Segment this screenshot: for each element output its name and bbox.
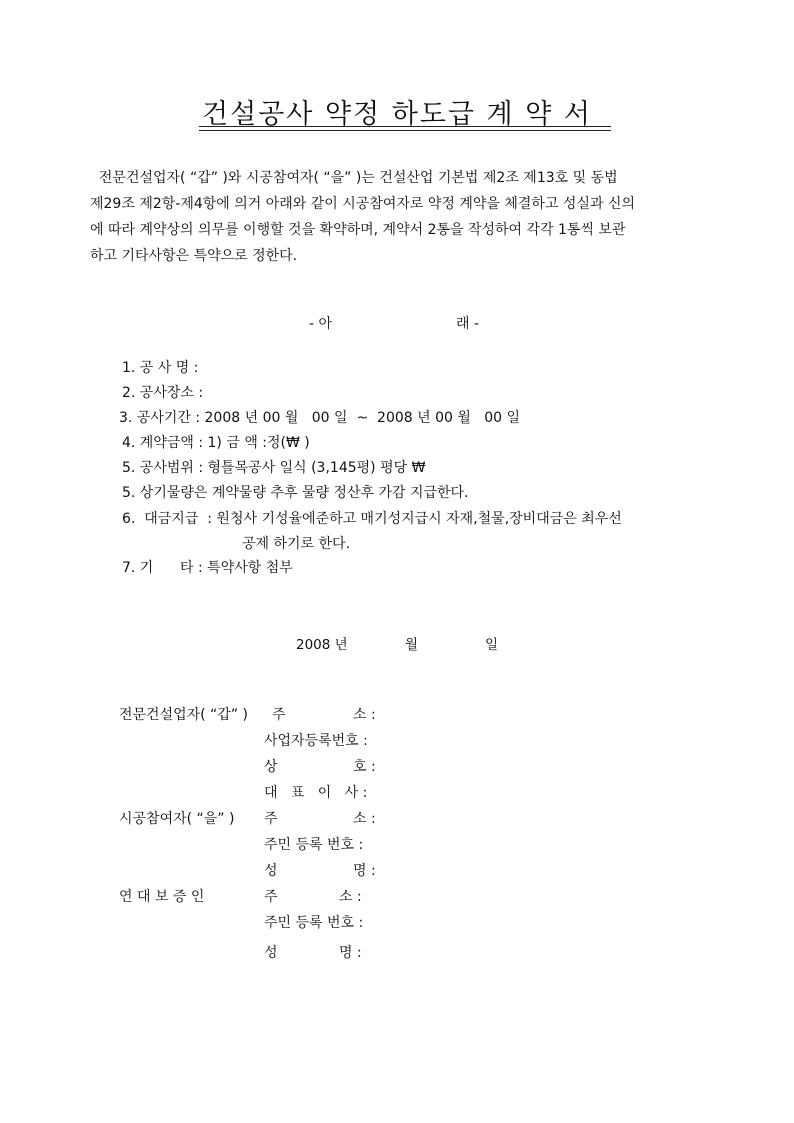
item-project-name: 1. 공 사 명 : [122,360,199,376]
item-work-scope: 5. 공사범위 : 형틀목공사 일식 (3,145평) 평당 ₩ [122,460,426,476]
item-contract-amount: 4. 계약금액 : 1) 금 액 :정(₩ ) [122,435,310,451]
intro-line: 제29조 제2항-제4항에 의거 아래와 같이 시공참여자로 약정 계약을 체결하고 성실과 신의 [90,196,635,212]
party-b-address-label-end: 소 : [353,811,376,827]
title-underline-double [199,130,611,131]
item-project-period: 3. 공사기간 : 2008 년 00 월 00 일 ~ 2008 년 00 월 00 일 [119,410,521,426]
date-month: 월 [405,637,419,653]
guarantor-name-label: 성 [264,945,278,961]
below-heading-right: 래 - [456,316,480,332]
guarantor-address-label-end: 소 : [339,889,362,905]
intro-line: 에 따라 계약상의 의무를 이행할 것을 확약하며, 계약서 2통을 작성하여 각각 1통씩 보관 [90,222,626,238]
item-other: 7. 기 타 : 특약사항 첨부 [122,560,293,576]
party-b-name-label: 성 [264,863,278,879]
item-payment: 6. 대금지급 : 원청사 기성율에준하고 매기성지급시 자재,철물,장비대금은 최우선 [122,511,622,527]
item-quantity-settlement: 5. 상기물량은 계약물량 추후 물량 정산후 가감 지급한다. [122,485,469,501]
item-project-location: 2. 공사장소 : [122,385,204,401]
party-a-ceo-label: 대 표 이 사 : [264,785,368,801]
date-year: 2008 년 [296,637,348,653]
document-title: 건설공사 약정 하도급 계 약 서 [202,99,592,130]
intro-line: 전문건설업자( “갑” )와 시공참여자( “을” )는 건설산업 기본법 제2조 제13호 및 동법 [90,170,618,186]
guarantor-label: 연 대 보 증 인 [119,889,205,905]
party-a-biz-reg-label: 사업자등록번호 : [264,733,368,749]
intro-paragraph [90,165,710,269]
title-underline [199,126,611,127]
item-payment-continued: 공제 하기로 한다. [242,536,351,552]
party-a-address-label-end: 소 : [353,707,376,723]
guarantor-resident-no-label: 주민 등록 번호 : [264,915,364,931]
below-heading-left: - 아 [309,316,333,332]
party-b-name-label-end: 명 : [353,863,376,879]
party-b-label: 시공참여자( “을” ) [119,811,235,827]
intro-line: 하고 기타사항은 특약으로 정한다. [90,248,298,264]
party-a-address-label: 주 [272,707,286,723]
guarantor-address-label: 주 [264,889,278,905]
party-b-resident-no-label: 주민 등록 번호 : [264,837,364,853]
date-day: 일 [485,637,499,653]
party-a-company-label: 상 [264,759,278,775]
guarantor-name-label-end: 명 : [339,945,362,961]
party-a-label: 전문건설업자( “갑” ) [119,707,248,723]
party-b-address-label: 주 [264,811,278,827]
party-a-company-label-end: 호 : [353,759,376,775]
